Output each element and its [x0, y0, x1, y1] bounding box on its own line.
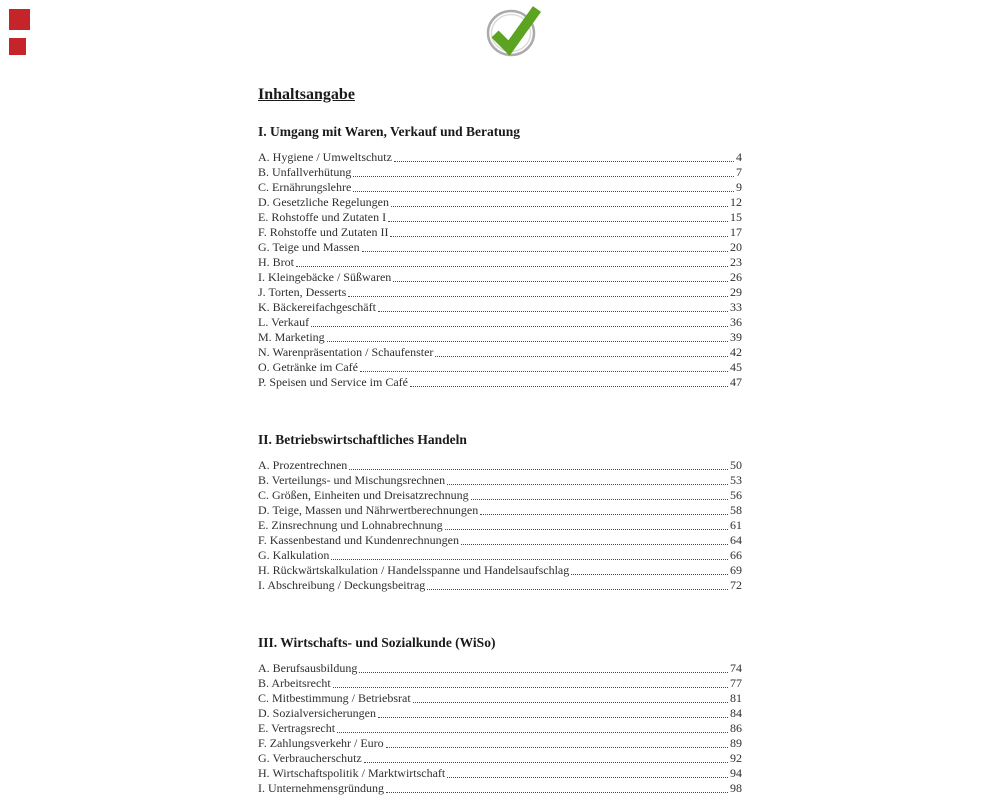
- dot-leader: [445, 529, 728, 530]
- dot-leader: [386, 747, 728, 748]
- toc-entry-label: D. Teige, Massen und Nährwertberechnungen: [258, 503, 479, 517]
- toc-entry-label: F. Rohstoffe und Zutaten II: [258, 225, 389, 239]
- section-heading: I. Umgang mit Waren, Verkauf und Beratung: [258, 124, 521, 139]
- toc-entry-page: 9: [736, 180, 742, 194]
- toc-entry: [258, 473, 742, 488]
- toc-entry-label: B. Unfallverhütung: [258, 165, 352, 179]
- toc-entry-label: G. Teige und Massen: [258, 240, 360, 254]
- toc-entry-label: E. Rohstoffe und Zutaten I: [258, 210, 387, 224]
- corner-marks: [9, 9, 30, 55]
- dot-leader: [353, 176, 734, 177]
- toc-entry-page: 7: [736, 165, 742, 179]
- toc-entry: [258, 736, 742, 751]
- toc-entry-label: E. Vertragsrecht: [258, 721, 336, 735]
- toc-entry-label: E. Zinsrechnung und Lohnabrechnung: [258, 518, 443, 532]
- toc-entry-label: H. Brot: [258, 255, 294, 269]
- dot-leader: [378, 311, 728, 312]
- dot-leader: [390, 236, 728, 237]
- dot-leader: [333, 687, 728, 688]
- toc-entry-page: 15: [730, 210, 742, 224]
- toc-entry: [258, 300, 742, 315]
- dot-leader: [391, 206, 728, 207]
- toc-entry-label: J. Torten, Desserts: [258, 285, 347, 299]
- dot-leader: [362, 251, 728, 252]
- section-heading: II. Betriebswirtschaftliches Handeln: [258, 432, 467, 447]
- toc-entry-label: C. Mitbestimmung / Betriebsrat: [258, 691, 411, 705]
- toc-entry-label: I. Unternehmensgründung: [258, 781, 384, 795]
- toc-entry-page: 26: [730, 270, 742, 284]
- toc-entry-label: G. Verbraucherschutz: [258, 751, 362, 765]
- toc-entry-page: 45: [730, 360, 742, 374]
- toc-entry-label: A. Berufsausbildung: [258, 661, 358, 675]
- toc-entry-label: C. Größen, Einheiten und Dreisatzrechnung: [258, 488, 469, 502]
- toc-entry-label: M. Marketing: [258, 330, 325, 344]
- toc-entry-page: 66: [730, 548, 742, 562]
- dot-leader: [378, 717, 728, 718]
- toc-entry-page: 12: [730, 195, 742, 209]
- toc-entry: [258, 578, 742, 593]
- toc-entry-page: 86: [730, 721, 742, 735]
- dot-leader: [427, 589, 728, 590]
- toc-entry-page: 61: [730, 518, 742, 532]
- dot-leader: [480, 514, 728, 515]
- toc-entry: [258, 345, 742, 360]
- dot-leader: [337, 732, 728, 733]
- toc-entry: [258, 210, 742, 225]
- dot-leader: [471, 499, 728, 500]
- toc-entry-label: B. Verteilungs- und Mischungsrechnen: [258, 473, 446, 487]
- toc-entry-page: 84: [730, 706, 742, 720]
- toc-entry-page: 92: [730, 751, 742, 765]
- toc-entry-page: 77: [730, 676, 742, 690]
- toc-entry-label: H. Rückwärtskalkulation / Handelsspanne und Handelsaufschlag: [258, 563, 570, 577]
- toc-entry: [258, 225, 742, 240]
- toc-entry: [258, 766, 742, 781]
- toc-entry-label: H. Wirtschaftspolitik / Marktwirtschaft: [258, 766, 446, 780]
- toc-entry: [258, 360, 742, 375]
- toc-entry-label: A. Hygiene / Umweltschutz: [258, 150, 392, 164]
- toc-entry-label: C. Ernährungslehre: [258, 180, 352, 194]
- toc-entry-page: 81: [730, 691, 742, 705]
- dot-leader: [571, 574, 728, 575]
- toc-entry-page: 94: [730, 766, 742, 780]
- toc-entry-label: N. Warenpräsentation / Schaufenster: [258, 345, 434, 359]
- toc-entry-label: D. Sozialversicherungen: [258, 706, 376, 720]
- dot-leader: [327, 341, 728, 342]
- red-square-icon: [9, 38, 26, 55]
- dot-leader: [359, 672, 728, 673]
- toc-entry: [258, 691, 742, 706]
- dot-leader: [413, 702, 728, 703]
- toc-entry: [258, 375, 742, 390]
- toc-entry: [258, 563, 742, 578]
- dot-leader: [364, 762, 728, 763]
- dot-leader: [393, 281, 728, 282]
- toc-entry-label: G. Kalkulation: [258, 548, 330, 562]
- toc-entry-page: 39: [730, 330, 742, 344]
- toc-entry: [258, 240, 742, 255]
- toc-entry: [258, 676, 742, 691]
- dot-leader: [394, 161, 734, 162]
- toc-entry-page: 29: [730, 285, 742, 299]
- section-heading: III. Wirtschafts- und Sozialkunde (WiSo): [258, 635, 496, 650]
- dot-leader: [311, 326, 728, 327]
- dot-leader: [296, 266, 728, 267]
- dot-leader: [386, 792, 728, 793]
- red-square-icon: [9, 9, 30, 30]
- dot-leader: [435, 356, 728, 357]
- toc-section: [258, 635, 742, 796]
- toc-entry: [258, 548, 742, 563]
- toc-entry-page: 23: [730, 255, 742, 269]
- toc-section: [258, 432, 742, 593]
- dot-leader: [447, 777, 728, 778]
- toc-entry: [258, 315, 742, 330]
- toc-entry-page: 50: [730, 458, 742, 472]
- toc-entry-label: A. Prozentrechnen: [258, 458, 348, 472]
- toc-entry-label: K. Bäckereifachgeschäft: [258, 300, 376, 314]
- dot-leader: [447, 484, 728, 485]
- toc-entry-page: 47: [730, 375, 742, 389]
- toc-entry-page: 58: [730, 503, 742, 517]
- toc-entry-page: 98: [730, 781, 742, 795]
- toc-entry-page: 89: [730, 736, 742, 750]
- toc-entry: [258, 781, 742, 796]
- toc-entry-page: 64: [730, 533, 742, 547]
- toc-entry-label: D. Gesetzliche Regelungen: [258, 195, 389, 209]
- dot-leader: [348, 296, 728, 297]
- toc-entry-label: O. Getränke im Café: [258, 360, 358, 374]
- toc-entry-page: 4: [736, 150, 742, 164]
- toc-entry-page: 36: [730, 315, 742, 329]
- toc-entry: [258, 661, 742, 676]
- dot-leader: [360, 371, 728, 372]
- toc-entry-page: 72: [730, 578, 742, 592]
- toc-entry-page: 17: [730, 225, 742, 239]
- toc-content: [258, 0, 742, 796]
- toc-entry: [258, 165, 742, 180]
- toc-entry: [258, 518, 742, 533]
- dot-leader: [388, 221, 728, 222]
- toc-entry: [258, 533, 742, 548]
- toc-entry-page: 74: [730, 661, 742, 675]
- toc-sections: [258, 124, 742, 796]
- toc-entry: [258, 721, 742, 736]
- toc-entry-label: L. Verkauf: [258, 315, 310, 329]
- toc-entry-label: F. Kassenbestand und Kundenrechnungen: [258, 533, 459, 547]
- toc-entry-page: 56: [730, 488, 742, 502]
- toc-entry-page: 53: [730, 473, 742, 487]
- page-title: Inhaltsangabe: [258, 86, 355, 103]
- toc-entry: [258, 180, 742, 195]
- toc-entry: [258, 503, 742, 518]
- toc-entry-label: I. Abschreibung / Deckungsbeitrag: [258, 578, 426, 592]
- dot-leader: [349, 469, 728, 470]
- toc-entry-page: 33: [730, 300, 742, 314]
- toc-entry: [258, 285, 742, 300]
- dot-leader: [410, 386, 728, 387]
- toc-entry-page: 20: [730, 240, 742, 254]
- toc-entry-label: B. Arbeitsrecht: [258, 676, 331, 690]
- toc-entry: [258, 751, 742, 766]
- toc-section: [258, 124, 742, 390]
- dot-leader: [461, 544, 728, 545]
- dot-leader: [331, 559, 728, 560]
- toc-entry: [258, 330, 742, 345]
- toc-entry-label: P. Speisen und Service im Café: [258, 375, 408, 389]
- toc-entry: [258, 255, 742, 270]
- toc-entry: [258, 270, 742, 285]
- toc-entry-label: I. Kleingebäcke / Süßwaren: [258, 270, 392, 284]
- toc-entry: [258, 195, 742, 210]
- toc-entry-page: 42: [730, 345, 742, 359]
- toc-entry: [258, 488, 742, 503]
- toc-entry: [258, 458, 742, 473]
- toc-entry: [258, 706, 742, 721]
- toc-entry: [258, 150, 742, 165]
- toc-entry-label: F. Zahlungsverkehr / Euro: [258, 736, 384, 750]
- toc-entry-page: 69: [730, 563, 742, 577]
- dot-leader: [353, 191, 734, 192]
